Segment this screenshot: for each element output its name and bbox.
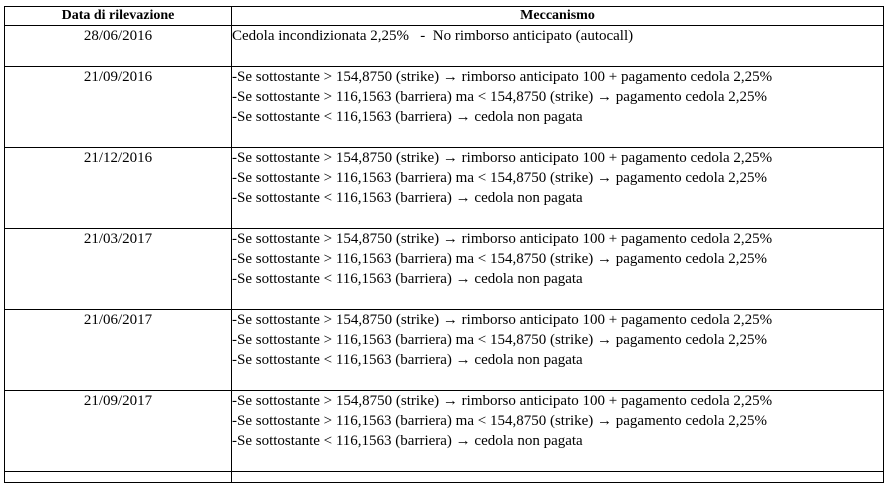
mechanism-line: -Se sottostante < 116,1563 (barriera) → cedola non pagata [232,190,583,206]
mechanism-line: -Se sottostante > 154,8750 (strike) → rimborso anticipato 100 + pagamento cedola 2,25% [232,69,773,85]
mechanism-line: -Se sottostante < 116,1563 (barriera) → cedola non pagata [232,109,583,125]
observation-date: 21/06/2017 [5,310,232,391]
mechanism-line: -Se sottostante > 116,1563 (barriera) ma < 154,8750 (strike) → pagamento cedola 2,25% [232,89,767,105]
mechanism-cell [232,229,884,310]
mechanism-cell [232,26,884,67]
header-date: Data di rilevazione [5,7,232,26]
empty-cell [232,472,884,483]
mechanism-cell [232,310,884,391]
mechanism-line: -Se sottostante > 154,8750 (strike) → rimborso anticipato 100 + pagamento cedola 2,25% [232,393,773,409]
table-row [5,310,884,391]
observation-date: 28/06/2016 [5,26,232,67]
table-row [5,148,884,229]
observation-schedule-table [4,6,884,483]
mechanism-line: -Se sottostante > 154,8750 (strike) → rimborso anticipato 100 + pagamento cedola 2,25% [232,312,773,328]
mechanism-line: -Se sottostante < 116,1563 (barriera) → cedola non pagata [232,352,583,368]
table-row [5,391,884,472]
empty-cell [5,472,232,483]
mechanism-cell [232,391,884,472]
table-header-row [5,7,884,26]
mechanism-cell [232,148,884,229]
table-row [5,229,884,310]
observation-date: 21/03/2017 [5,229,232,310]
header-mechanism: Meccanismo [232,7,884,26]
mechanism-line: -Se sottostante < 116,1563 (barriera) → cedola non pagata [232,433,583,449]
mechanism-line: -Se sottostante > 116,1563 (barriera) ma < 154,8750 (strike) → pagamento cedola 2,25% [232,251,767,267]
table-row [5,67,884,148]
observation-date: 21/12/2016 [5,148,232,229]
observation-date: 21/09/2016 [5,67,232,148]
mechanism-line: -Se sottostante > 116,1563 (barriera) ma < 154,8750 (strike) → pagamento cedola 2,25% [232,332,767,348]
observation-date: 21/09/2017 [5,391,232,472]
mechanism-line: -Se sottostante > 116,1563 (barriera) ma < 154,8750 (strike) → pagamento cedola 2,25% [232,170,767,186]
mechanism-line: -Se sottostante > 154,8750 (strike) → rimborso anticipato 100 + pagamento cedola 2,25% [232,231,773,247]
mechanism-line: -Se sottostante > 116,1563 (barriera) ma < 154,8750 (strike) → pagamento cedola 2,25% [232,413,767,429]
table-row-partial [5,472,884,483]
mechanism-cell [232,67,884,148]
mechanism-line: -Se sottostante < 116,1563 (barriera) → cedola non pagata [232,271,583,287]
mechanism-line: Cedola incondizionata 2,25% - No rimborso anticipato (autocall) [232,28,634,44]
table-row [5,26,884,67]
mechanism-line: -Se sottostante > 154,8750 (strike) → rimborso anticipato 100 + pagamento cedola 2,25% [232,150,773,166]
